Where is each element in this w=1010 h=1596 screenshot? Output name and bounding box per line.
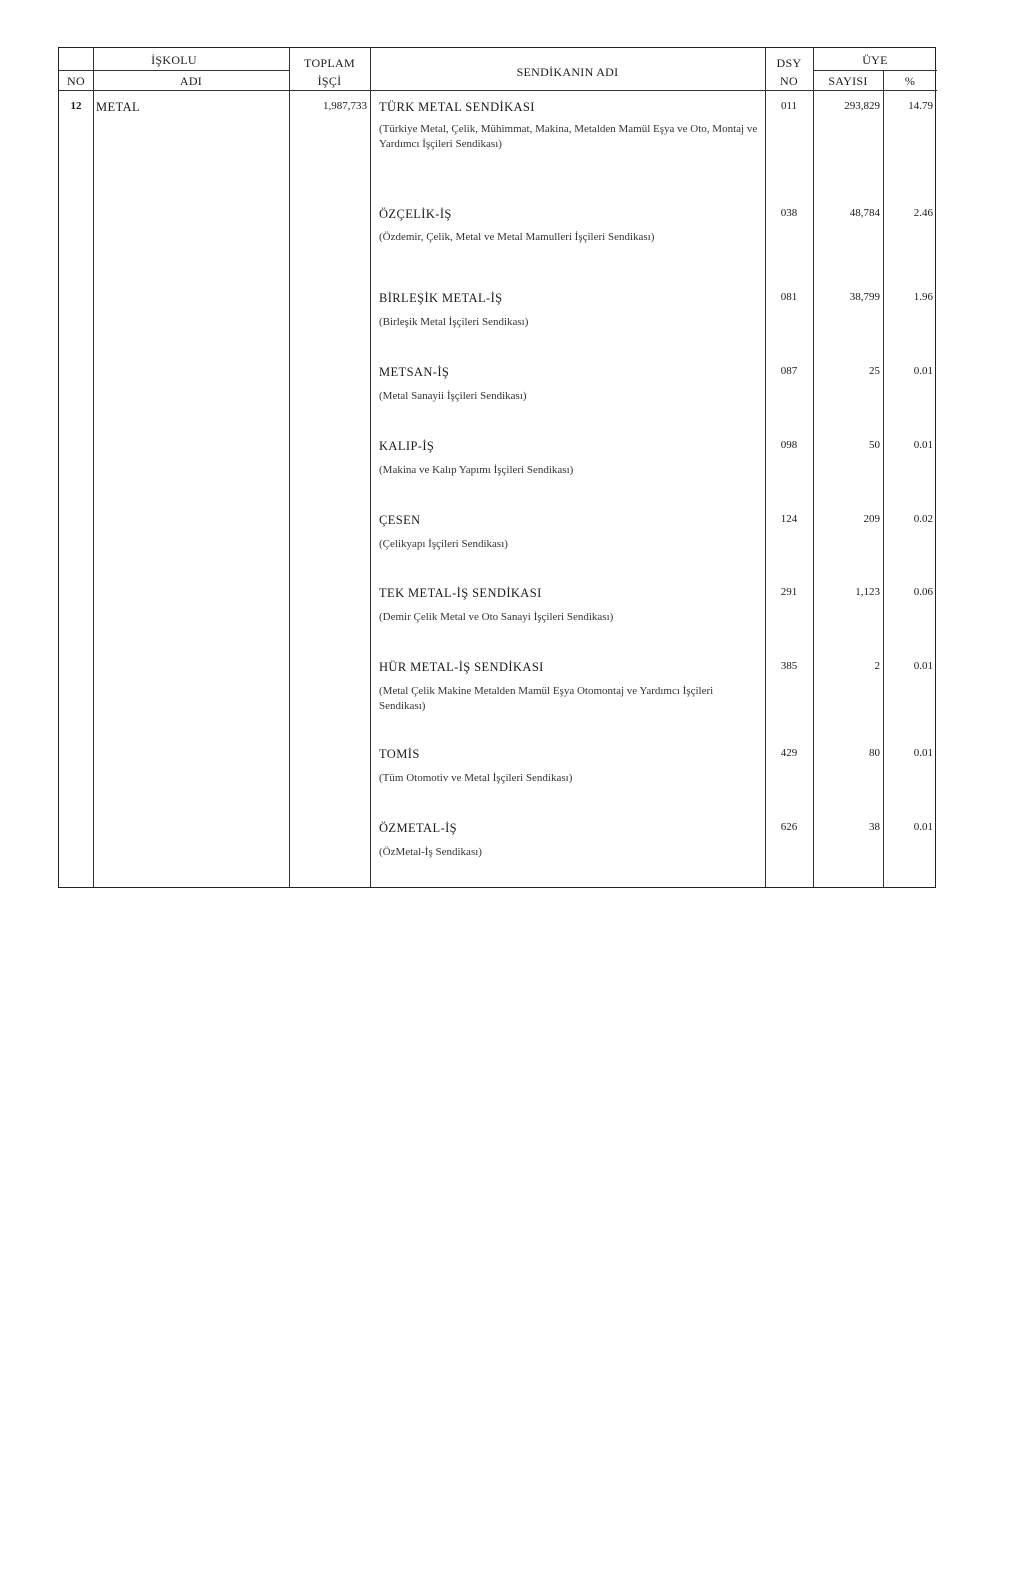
union-dsy-no: 429 xyxy=(780,747,798,759)
union-members: 80 xyxy=(869,747,880,759)
col-rule-sendika xyxy=(765,48,766,887)
union-members: 50 xyxy=(869,439,880,451)
union-dsy-no: 626 xyxy=(780,821,798,833)
union-percent: 1.96 xyxy=(913,291,933,303)
union-full-name: (Özdemir, Çelik, Metal ve Metal Mamulleri İşçileri Sendikası) xyxy=(379,231,655,243)
header-bottom-rule xyxy=(59,90,937,91)
union-members: 2 xyxy=(874,660,880,672)
union-percent: 0.06 xyxy=(913,586,933,598)
union-dsy-no: 385 xyxy=(780,660,798,672)
union-name: TÜRK METAL SENDİKASI xyxy=(379,100,535,114)
header-sayisi: SAYISI xyxy=(828,74,868,88)
union-table xyxy=(58,47,936,888)
header-iskolu: İŞKOLU xyxy=(151,53,197,67)
union-full-name: (ÖzMetal-İş Sendikası) xyxy=(379,846,482,858)
union-full-name: (Demir Çelik Metal ve Oto Sanayi İşçileri Sendikası) xyxy=(379,611,614,623)
sector-total-workers: 1,987,733 xyxy=(323,100,367,112)
union-name: KALIP-İŞ xyxy=(379,439,435,453)
col-rule-no xyxy=(93,48,94,887)
union-percent: 0.01 xyxy=(913,747,933,759)
union-full-name: (Türkiye Metal, Çelik, Mühimmat, Makina, Metalden Mamül Eşya ve Oto, Montaj ve Yardımcı İşçileri Sendikası) xyxy=(379,123,758,150)
header-dsy: DSY xyxy=(776,56,802,70)
col-rule-adi xyxy=(289,48,290,887)
union-name: ÖZÇELİK-İŞ xyxy=(379,207,452,221)
union-dsy-no: 081 xyxy=(780,291,798,303)
header-rule-uye xyxy=(813,70,937,71)
union-name: ÖZMETAL-İŞ xyxy=(379,821,457,835)
union-members: 293,829 xyxy=(844,100,880,112)
header-uye: ÜYE xyxy=(862,53,888,67)
header-dsy-no: NO xyxy=(780,74,798,88)
union-full-name: (Metal Sanayii İşçileri Sendikası) xyxy=(379,390,527,402)
union-percent: 0.01 xyxy=(913,660,933,672)
union-members: 48,784 xyxy=(849,207,880,219)
union-members: 209 xyxy=(863,513,880,525)
header-sendikanin-adi: SENDİKANIN ADI xyxy=(516,65,619,79)
header-isci: İŞÇİ xyxy=(317,74,342,88)
union-dsy-no: 124 xyxy=(780,513,798,525)
union-dsy-no: 098 xyxy=(780,439,798,451)
union-percent: 2.46 xyxy=(913,207,933,219)
col-rule-dsy xyxy=(813,48,814,887)
sector-no: 12 xyxy=(70,100,82,112)
union-full-name: (Makina ve Kalıp Yapımı İşçileri Sendikası) xyxy=(379,464,574,476)
union-full-name: (Metal Çelik Makine Metalden Mamül Eşya Otomontaj ve Yardımcı İşçileri Sendikası) xyxy=(379,685,714,712)
header-rule-iskolu xyxy=(59,70,289,71)
union-name: BİRLEŞİK METAL-İŞ xyxy=(379,291,503,305)
union-members: 38 xyxy=(869,821,880,833)
union-members: 1,123 xyxy=(855,586,880,598)
union-full-name: (Tüm Otomotiv ve Metal İşçileri Sendikası) xyxy=(379,772,573,784)
union-name: ÇESEN xyxy=(379,513,421,527)
union-percent: 0.01 xyxy=(913,365,933,377)
union-dsy-no: 038 xyxy=(780,207,798,219)
union-name: METSAN-İŞ xyxy=(379,365,450,379)
union-members: 38,799 xyxy=(849,291,880,303)
union-percent: 0.01 xyxy=(913,439,933,451)
header-toplam: TOPLAM xyxy=(304,56,355,70)
col-rule-sayisi xyxy=(883,70,884,887)
union-dsy-no: 291 xyxy=(780,586,798,598)
union-name: HÜR METAL-İŞ SENDİKASI xyxy=(379,660,544,674)
sector-name: METAL xyxy=(96,100,141,114)
union-percent: 0.01 xyxy=(913,821,933,833)
union-dsy-no: 087 xyxy=(780,365,798,377)
union-name: TEK METAL-İŞ SENDİKASI xyxy=(379,586,542,600)
col-rule-toplam xyxy=(370,48,371,887)
union-percent: 0.02 xyxy=(913,513,933,525)
union-name: TOMİS xyxy=(379,747,420,761)
header-adi: ADI xyxy=(179,74,203,88)
union-percent: 14.79 xyxy=(908,100,933,112)
union-members: 25 xyxy=(869,365,880,377)
header-percent: % xyxy=(904,74,916,88)
union-full-name: (Birleşik Metal İşçileri Sendikası) xyxy=(379,316,529,328)
union-full-name: (Çelikyapı İşçileri Sendikası) xyxy=(379,538,508,550)
union-dsy-no: 011 xyxy=(780,100,798,112)
header-no: NO xyxy=(67,74,85,88)
